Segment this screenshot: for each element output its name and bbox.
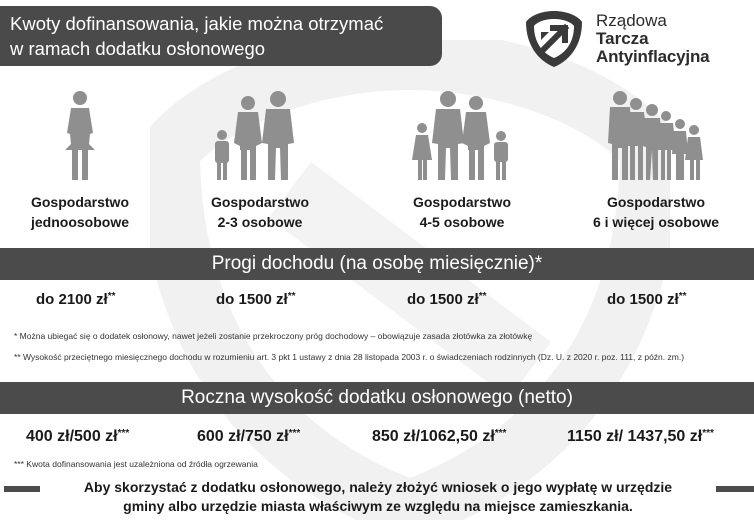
footnote-2: ** Wysokość przeciętnego miesięcznego dochodu w rozumieniu art. 3 pkt 1 ustawy z dnia 28 listopada 2003 r. o świadczeniach rodzinnych (Dz. U. z 2020 r. poz. 111, z późn. zm.) <box>14 352 685 362</box>
benefit-value-1: 400 zł/500 zł*** <box>26 428 130 445</box>
shield-logo-icon <box>523 8 585 70</box>
single-person-icon <box>55 88 105 183</box>
page-title-line-2: w ramach dodatku osłonowego <box>10 38 266 59</box>
household-label-4: Gospodarstwo 6 i więcej osobowe <box>592 194 720 230</box>
footer-line-1: Aby skorzystać z dodatku osłonowego, należy złożyć wniosek o jego wypłatę w urzędzie <box>83 479 673 495</box>
logo-line-1: Rządowa <box>596 11 667 30</box>
logo-line-3: Antyinflacyjna <box>596 47 710 66</box>
benefit-value-4: 1150 zł/ 1437,50 zł*** <box>567 428 714 445</box>
footer-right-bar <box>716 486 754 492</box>
footnote-3: *** Kwota dofinansowania jest uzależniona od źródła ogrzewania <box>14 459 258 469</box>
page-title-box <box>0 6 442 66</box>
household-label-3: Gospodarstwo 4-5 osobowe <box>412 194 511 230</box>
logo <box>523 8 753 70</box>
family-2-3-icon <box>210 88 305 183</box>
benefit-value-3: 850 zł/1062,50 zł*** <box>372 428 507 445</box>
income-value-4: do 1500 zł** <box>607 291 687 308</box>
logo-line-2: Tarcza <box>596 29 649 48</box>
annual-benefit-heading: Roczna wysokość dodatku osłonowego (netto) <box>0 382 754 414</box>
income-value-2: do 1500 zł** <box>216 291 296 308</box>
household-label-2: Gospodarstwo 2-3 osobowe <box>210 194 309 230</box>
family-4-5-icon <box>410 88 515 183</box>
benefit-value-2: 600 zł/750 zł*** <box>197 428 301 445</box>
page-title-line-1: Kwoty dofinansowania, jakie można otrzymać <box>10 13 384 34</box>
footer-left-bar <box>4 486 40 492</box>
footer-text <box>40 478 716 516</box>
family-6-plus-icon <box>608 88 704 183</box>
income-value-1: do 2100 zł** <box>36 291 116 308</box>
footnote-1: * Można ubiegać się o dodatek osłonowy, nawet jeżeli zostanie przekroczony próg dochodowy – obowiązuje zasada złotówka za złotówkę <box>14 331 533 341</box>
household-label-1: Gospodarstwo jednoosobowe <box>30 194 129 230</box>
income-value-3: do 1500 zł** <box>407 291 487 308</box>
income-threshold-heading: Progi dochodu (na osobę miesięcznie)* <box>0 248 754 280</box>
footer-line-2: gminy albo urzędzie miasta właściwym ze względu na miejsce zamieszkania. <box>123 498 633 514</box>
